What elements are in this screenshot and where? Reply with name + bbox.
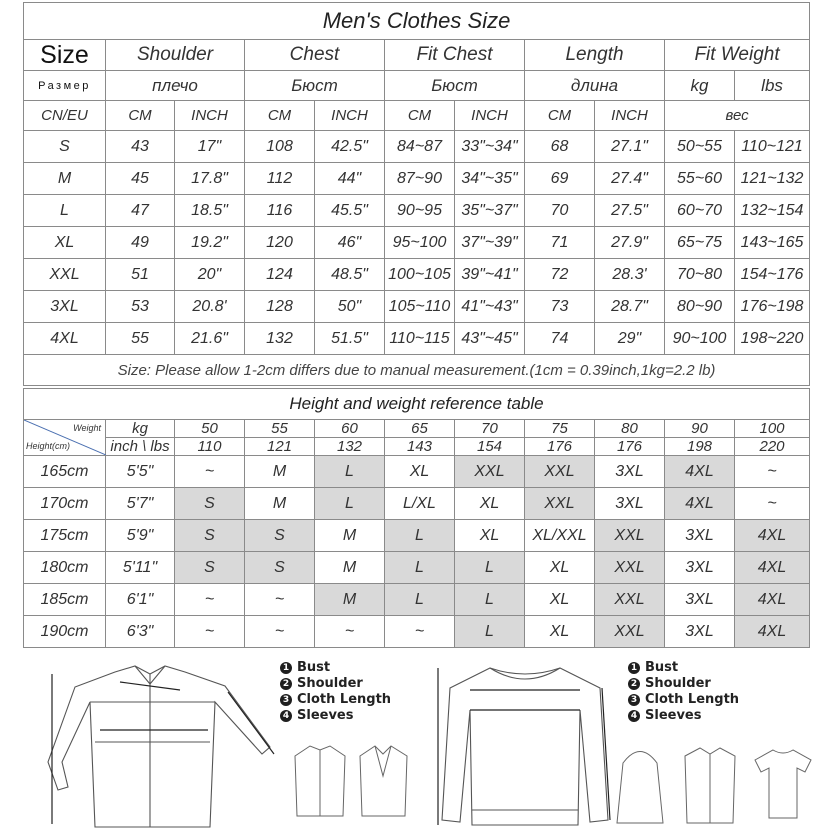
badge-3-icon: 3 xyxy=(280,694,292,706)
recommended-size-cell: XL xyxy=(525,584,595,616)
hoodie-cardigan-tshirt-icons xyxy=(615,738,815,828)
size-value-cell: 112 xyxy=(245,163,315,195)
fit-weight-header: Fit Weight xyxy=(665,40,810,71)
weight-kg-header: 100 xyxy=(735,420,810,438)
recommended-size-cell: XL xyxy=(385,456,455,488)
units-cm: CM xyxy=(385,101,455,131)
height-row xyxy=(24,456,810,488)
size-label-cell: 4XL xyxy=(24,323,106,355)
size-value-cell: 55~60 xyxy=(665,163,735,195)
recommended-size-cell: 3XL xyxy=(595,488,665,520)
size-value-cell: 19.2" xyxy=(175,227,245,259)
recommended-size-cell: S xyxy=(175,520,245,552)
units-inch: INCH xyxy=(455,101,525,131)
units-cm: CM xyxy=(525,101,595,131)
recommended-size-cell: ~ xyxy=(245,584,315,616)
badge-1-icon: 1 xyxy=(628,662,640,674)
legend-label-bust: Bust xyxy=(297,660,331,675)
size-row xyxy=(24,195,810,227)
size-value-cell: 17.8" xyxy=(175,163,245,195)
size-value-cell: 21.6" xyxy=(175,323,245,355)
size-value-cell: 90~95 xyxy=(385,195,455,227)
size-value-cell: 143~165 xyxy=(735,227,810,259)
recommended-size-cell: 4XL xyxy=(735,520,810,552)
size-value-cell: 27.9" xyxy=(595,227,665,259)
recommended-size-cell: S xyxy=(175,552,245,584)
size-value-cell: 45.5" xyxy=(315,195,385,227)
recommended-size-cell: L xyxy=(455,584,525,616)
size-value-cell: 51 xyxy=(106,259,175,291)
height-inch-cell: 5'5" xyxy=(106,456,175,488)
size-value-cell: 35"~37" xyxy=(455,195,525,227)
size-header: Size xyxy=(24,40,106,71)
weight-lbs-header: 110 xyxy=(175,438,245,456)
legend-label-shoulder: Shoulder xyxy=(297,676,363,691)
size-value-cell: 110~121 xyxy=(735,131,810,163)
recommended-size-cell: M xyxy=(245,456,315,488)
size-value-cell: 60~70 xyxy=(665,195,735,227)
lbs-label: lbs xyxy=(735,71,810,101)
size-label-cell: XXL xyxy=(24,259,106,291)
weight-kg-header: 75 xyxy=(525,420,595,438)
height-axis-label: Height(cm) xyxy=(26,441,71,451)
size-value-cell: 41"~43" xyxy=(455,291,525,323)
size-label-cell: 3XL xyxy=(24,291,106,323)
recommended-size-cell: 3XL xyxy=(665,584,735,616)
size-value-cell: 110~115 xyxy=(385,323,455,355)
recommended-size-cell: 3XL xyxy=(665,616,735,648)
recommended-size-cell: M xyxy=(315,520,385,552)
legend-label-cloth-length: Cloth Length xyxy=(297,692,392,707)
height-cm-cell: 185cm xyxy=(24,584,106,616)
size-value-cell: 120 xyxy=(245,227,315,259)
recommended-size-cell: XL xyxy=(455,488,525,520)
recommended-size-cell: M xyxy=(315,584,385,616)
size-value-cell: 33"~34" xyxy=(455,131,525,163)
ref-table-title: Height and weight reference table xyxy=(24,389,810,420)
units-region: CN/EU xyxy=(24,101,106,131)
units-inch: INCH xyxy=(315,101,385,131)
recommended-size-cell: XXL xyxy=(595,552,665,584)
legend-left xyxy=(280,660,391,724)
size-label-cell: S xyxy=(24,131,106,163)
sweater-measure-diagram xyxy=(430,660,620,830)
recommended-size-cell: 4XL xyxy=(735,552,810,584)
size-value-cell: 27.4" xyxy=(595,163,665,195)
size-label-cell: XL xyxy=(24,227,106,259)
chest-header: Chest xyxy=(245,40,385,71)
size-value-cell: 176~198 xyxy=(735,291,810,323)
weight-lbs-header: 143 xyxy=(385,438,455,456)
size-value-cell: 46" xyxy=(315,227,385,259)
recommended-size-cell: XL xyxy=(455,520,525,552)
size-value-cell: 154~176 xyxy=(735,259,810,291)
recommended-size-cell: ~ xyxy=(175,616,245,648)
height-cm-cell: 180cm xyxy=(24,552,106,584)
size-value-cell: 17" xyxy=(175,131,245,163)
size-value-cell: 74 xyxy=(525,323,595,355)
size-value-cell: 95~100 xyxy=(385,227,455,259)
size-row xyxy=(24,323,810,355)
recommended-size-cell: L xyxy=(385,584,455,616)
recommended-size-cell: 3XL xyxy=(665,520,735,552)
recommended-size-cell: XXL xyxy=(525,456,595,488)
recommended-size-cell: L xyxy=(315,456,385,488)
badge-1-icon: 1 xyxy=(280,662,292,674)
legend-right xyxy=(628,660,739,724)
measurement-note: Size: Please allow 1-2cm differs due to manual measurement.(1cm = 0.39inch,1kg=2.2 lb) xyxy=(24,355,810,386)
recommended-size-cell: ~ xyxy=(735,456,810,488)
size-row xyxy=(24,291,810,323)
weight-kg-header: 80 xyxy=(595,420,665,438)
badge-4-icon: 4 xyxy=(628,710,640,722)
kg-label: kg xyxy=(665,71,735,101)
size-value-cell: 28.3' xyxy=(595,259,665,291)
recommended-size-cell: XXL xyxy=(595,584,665,616)
weight-kg-header: 70 xyxy=(455,420,525,438)
size-value-cell: 72 xyxy=(525,259,595,291)
recommended-size-cell: ~ xyxy=(245,616,315,648)
size-value-cell: 18.5" xyxy=(175,195,245,227)
weight-lbs-header: 154 xyxy=(455,438,525,456)
units-cm: CM xyxy=(106,101,175,131)
size-value-cell: 51.5" xyxy=(315,323,385,355)
recommended-size-cell: M xyxy=(245,488,315,520)
jacket-icons xyxy=(285,736,415,826)
badge-2-icon: 2 xyxy=(280,678,292,690)
recommended-size-cell: ~ xyxy=(175,584,245,616)
size-value-cell: 124 xyxy=(245,259,315,291)
inch-lbs-unit-label: inch \ lbs xyxy=(106,438,175,456)
height-cm-cell: 190cm xyxy=(24,616,106,648)
height-row xyxy=(24,552,810,584)
legend-label-sleeves: Sleeves xyxy=(297,708,354,723)
weight-kg-header: 50 xyxy=(175,420,245,438)
size-value-cell: 27.1" xyxy=(595,131,665,163)
size-russian-label: Размер xyxy=(24,71,106,101)
shoulder-header: Shoulder xyxy=(106,40,245,71)
legend-label-cloth-length: Cloth Length xyxy=(645,692,740,707)
size-value-cell: 43 xyxy=(106,131,175,163)
size-value-cell: 68 xyxy=(525,131,595,163)
height-weight-corner xyxy=(24,420,106,456)
size-row xyxy=(24,259,810,291)
height-cm-cell: 170cm xyxy=(24,488,106,520)
weight-lbs-header: 220 xyxy=(735,438,810,456)
size-value-cell: 20" xyxy=(175,259,245,291)
recommended-size-cell: XXL xyxy=(595,520,665,552)
recommended-size-cell: S xyxy=(245,552,315,584)
size-value-cell: 29" xyxy=(595,323,665,355)
weight-kg-header: 90 xyxy=(665,420,735,438)
recommended-size-cell: XL xyxy=(525,616,595,648)
chest-russian-label: Бюст xyxy=(245,71,385,101)
measurement-illustrations xyxy=(0,656,832,832)
size-table-title: Men's Clothes Size xyxy=(24,3,810,40)
recommended-size-cell: XXL xyxy=(595,616,665,648)
recommended-size-cell: L xyxy=(385,552,455,584)
size-value-cell: 84~87 xyxy=(385,131,455,163)
recommended-size-cell: 4XL xyxy=(665,456,735,488)
height-inch-cell: 5'9" xyxy=(106,520,175,552)
recommended-size-cell: L xyxy=(455,616,525,648)
size-value-cell: 65~75 xyxy=(665,227,735,259)
height-cm-cell: 175cm xyxy=(24,520,106,552)
height-row xyxy=(24,584,810,616)
height-inch-cell: 5'7" xyxy=(106,488,175,520)
weight-kg-header: 60 xyxy=(315,420,385,438)
weight-lbs-header: 176 xyxy=(525,438,595,456)
badge-4-icon: 4 xyxy=(280,710,292,722)
recommended-size-cell: XL xyxy=(525,552,595,584)
units-inch: INCH xyxy=(595,101,665,131)
recommended-size-cell: ~ xyxy=(175,456,245,488)
height-row xyxy=(24,616,810,648)
weight-lbs-header: 176 xyxy=(595,438,665,456)
size-value-cell: 28.7" xyxy=(595,291,665,323)
size-value-cell: 50~55 xyxy=(665,131,735,163)
size-value-cell: 132~154 xyxy=(735,195,810,227)
recommended-size-cell: XXL xyxy=(455,456,525,488)
size-value-cell: 69 xyxy=(525,163,595,195)
size-row xyxy=(24,163,810,195)
size-row xyxy=(24,227,810,259)
size-value-cell: 70 xyxy=(525,195,595,227)
units-inch: INCH xyxy=(175,101,245,131)
size-value-cell: 53 xyxy=(106,291,175,323)
legend-label-bust: Bust xyxy=(645,660,679,675)
recommended-size-cell: ~ xyxy=(315,616,385,648)
legend-item-cloth-length xyxy=(280,692,391,708)
size-value-cell: 116 xyxy=(245,195,315,227)
size-value-cell: 70~80 xyxy=(665,259,735,291)
size-label-cell: M xyxy=(24,163,106,195)
recommended-size-cell: 4XL xyxy=(665,488,735,520)
size-value-cell: 43"~45" xyxy=(455,323,525,355)
legend-item-sleeves xyxy=(628,708,739,724)
size-value-cell: 42.5" xyxy=(315,131,385,163)
recommended-size-cell: L/XL xyxy=(385,488,455,520)
mens-size-table xyxy=(23,2,810,386)
size-value-cell: 45 xyxy=(106,163,175,195)
length-russian-label: длина xyxy=(525,71,665,101)
size-value-cell: 100~105 xyxy=(385,259,455,291)
units-cm: CM xyxy=(245,101,315,131)
badge-3-icon: 3 xyxy=(628,694,640,706)
shoulder-russian-label: плечо xyxy=(106,71,245,101)
size-value-cell: 20.8' xyxy=(175,291,245,323)
size-value-cell: 27.5" xyxy=(595,195,665,227)
height-row xyxy=(24,520,810,552)
recommended-size-cell: L xyxy=(385,520,455,552)
weight-lbs-header: 121 xyxy=(245,438,315,456)
shirt-measure-diagram xyxy=(40,662,280,830)
units-weight-russian: вес xyxy=(665,101,810,131)
size-value-cell: 121~132 xyxy=(735,163,810,195)
legend-item-sleeves xyxy=(280,708,391,724)
recommended-size-cell: L xyxy=(455,552,525,584)
legend-label-shoulder: Shoulder xyxy=(645,676,711,691)
recommended-size-cell: 3XL xyxy=(665,552,735,584)
size-value-cell: 128 xyxy=(245,291,315,323)
size-value-cell: 198~220 xyxy=(735,323,810,355)
height-inch-cell: 5'11" xyxy=(106,552,175,584)
size-label-cell: L xyxy=(24,195,106,227)
size-value-cell: 55 xyxy=(106,323,175,355)
size-value-cell: 132 xyxy=(245,323,315,355)
size-value-cell: 90~100 xyxy=(665,323,735,355)
recommended-size-cell: 4XL xyxy=(735,616,810,648)
length-header: Length xyxy=(525,40,665,71)
size-value-cell: 48.5" xyxy=(315,259,385,291)
legend-item-cloth-length xyxy=(628,692,739,708)
legend-label-sleeves: Sleeves xyxy=(645,708,702,723)
recommended-size-cell: ~ xyxy=(385,616,455,648)
recommended-size-cell: L xyxy=(315,488,385,520)
size-value-cell: 39"~41" xyxy=(455,259,525,291)
badge-2-icon: 2 xyxy=(628,678,640,690)
legend-item-bust xyxy=(280,660,391,676)
recommended-size-cell: S xyxy=(175,488,245,520)
size-value-cell: 87~90 xyxy=(385,163,455,195)
weight-lbs-header: 132 xyxy=(315,438,385,456)
weight-lbs-header: 198 xyxy=(665,438,735,456)
size-row xyxy=(24,131,810,163)
recommended-size-cell: 4XL xyxy=(735,584,810,616)
size-value-cell: 50" xyxy=(315,291,385,323)
size-value-cell: 44" xyxy=(315,163,385,195)
size-value-cell: 80~90 xyxy=(665,291,735,323)
height-cm-cell: 165cm xyxy=(24,456,106,488)
height-weight-table xyxy=(23,388,810,648)
legend-item-bust xyxy=(628,660,739,676)
height-inch-cell: 6'3" xyxy=(106,616,175,648)
weight-kg-header: 55 xyxy=(245,420,315,438)
weight-kg-header: 65 xyxy=(385,420,455,438)
size-value-cell: 47 xyxy=(106,195,175,227)
legend-item-shoulder xyxy=(628,676,739,692)
size-value-cell: 34"~35" xyxy=(455,163,525,195)
recommended-size-cell: 3XL xyxy=(595,456,665,488)
fit-chest-russian-label: Бюст xyxy=(385,71,525,101)
size-value-cell: 105~110 xyxy=(385,291,455,323)
recommended-size-cell: ~ xyxy=(735,488,810,520)
legend-item-shoulder xyxy=(280,676,391,692)
fit-chest-header: Fit Chest xyxy=(385,40,525,71)
size-value-cell: 108 xyxy=(245,131,315,163)
recommended-size-cell: XXL xyxy=(525,488,595,520)
height-row xyxy=(24,488,810,520)
size-value-cell: 49 xyxy=(106,227,175,259)
recommended-size-cell: S xyxy=(245,520,315,552)
recommended-size-cell: XL/XXL xyxy=(525,520,595,552)
recommended-size-cell: M xyxy=(315,552,385,584)
kg-unit-label: kg xyxy=(106,420,175,438)
size-value-cell: 71 xyxy=(525,227,595,259)
size-value-cell: 73 xyxy=(525,291,595,323)
size-value-cell: 37"~39" xyxy=(455,227,525,259)
weight-axis-label: Weight xyxy=(73,423,101,433)
height-inch-cell: 6'1" xyxy=(106,584,175,616)
